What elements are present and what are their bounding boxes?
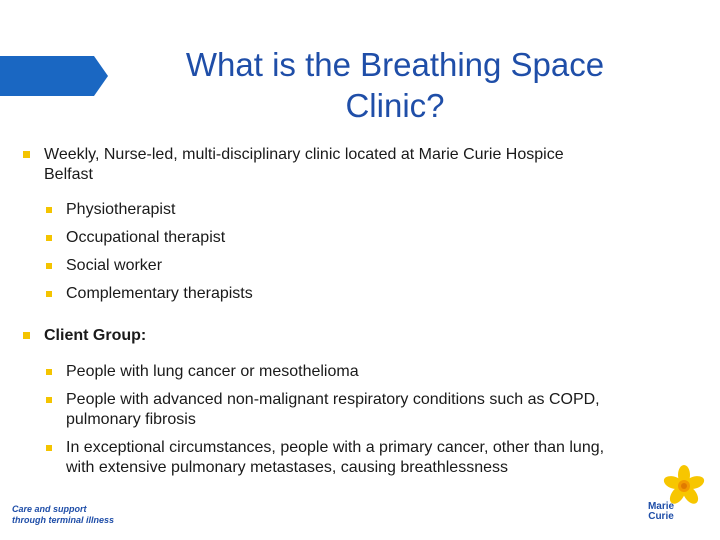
bullet-marker	[46, 263, 52, 269]
daffodil-icon	[640, 464, 710, 504]
slide-title	[110, 44, 680, 126]
marie-curie-logo	[640, 464, 710, 528]
bullet-clinic-description	[22, 145, 702, 185]
blue-arrow-tab	[0, 56, 108, 96]
list-item	[22, 228, 702, 248]
list-item	[22, 284, 702, 304]
bullet-marker	[46, 235, 52, 241]
logo-line-1: Marie	[647, 501, 675, 512]
tagline-line-2: through terminal illness	[12, 515, 115, 525]
bullet-text-line-2: Belfast	[44, 166, 93, 183]
list-item	[22, 438, 702, 478]
bullet-client-group	[22, 326, 702, 346]
list-item-text: Complementary therapists	[66, 285, 253, 302]
list-item	[22, 200, 702, 220]
list-item-text-line-1: In exceptional circumstances, people with a primary cancer, other than lung,	[66, 439, 605, 456]
bullet-marker	[46, 291, 52, 297]
bullet-marker	[23, 332, 30, 339]
bullet-marker	[46, 369, 52, 375]
client-group-list	[22, 362, 702, 478]
title-line-2: Clinic?	[345, 87, 445, 124]
bullet-text-line-1: Weekly, Nurse-led, multi-disciplinary clinic located at Marie Curie Hospice	[44, 146, 564, 163]
slide-content	[22, 145, 702, 478]
logo-wordmark	[640, 502, 682, 522]
list-item-text-line-2: pulmonary fibrosis	[66, 411, 196, 428]
list-item	[22, 362, 702, 382]
list-item	[22, 390, 702, 430]
title-line-1: What is the Breathing Space	[185, 46, 605, 83]
footer-tagline	[12, 504, 114, 526]
tagline-line-1: Care and support	[12, 504, 87, 514]
bullet-marker	[46, 445, 52, 451]
bullet-marker	[23, 151, 30, 158]
list-item-text-line-2: with extensive pulmonary metastases, causing breathlessness	[66, 459, 508, 476]
list-item-text: Physiotherapist	[66, 201, 176, 218]
bullet-marker	[46, 207, 52, 213]
bullet-marker	[46, 397, 52, 403]
list-item-text: Social worker	[66, 257, 163, 274]
list-item-text: People with lung cancer or mesothelioma	[66, 363, 359, 380]
staff-list	[22, 200, 702, 304]
list-item-text: Occupational therapist	[66, 229, 226, 246]
list-item-text-line-1: People with advanced non-malignant respiratory conditions such as COPD,	[66, 391, 600, 408]
logo-line-2: Curie	[648, 511, 674, 522]
bullet-heading: Client Group:	[44, 327, 147, 344]
list-item	[22, 256, 702, 276]
